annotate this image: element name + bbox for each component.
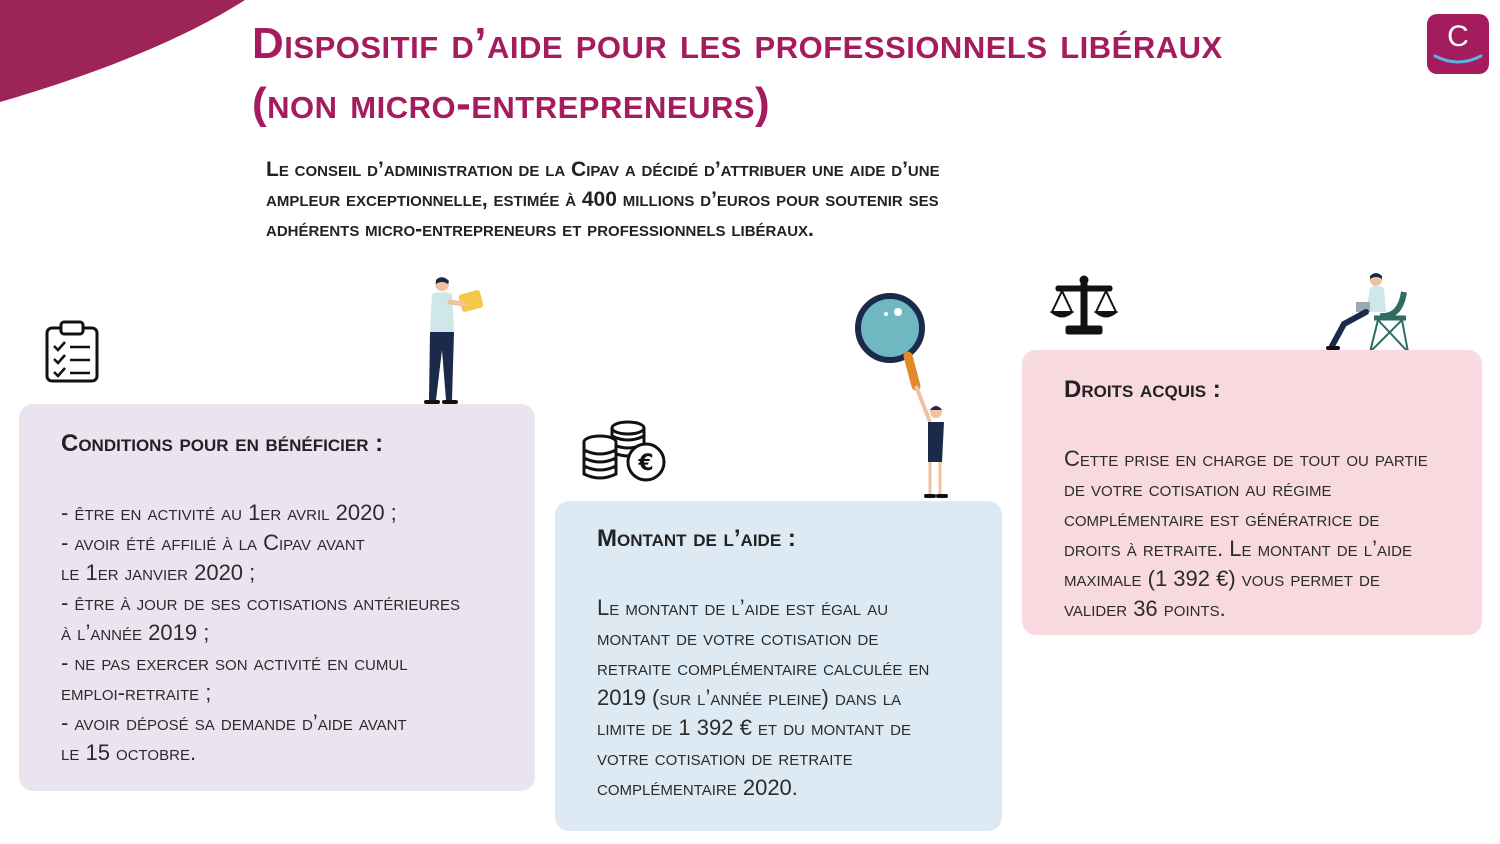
montant-line: montant de votre cotisation de: [597, 625, 879, 650]
woman-magnifier-illustration: [850, 290, 950, 502]
montant-card: [555, 501, 1002, 831]
man-on-chair-illustration: [1320, 272, 1412, 354]
conditions-line: - avoir déposé sa demande d’aide avant: [61, 710, 407, 735]
conditions-line: - avoir été affilié à la Cipav avant: [61, 530, 365, 555]
scales-of-justice-icon: [1050, 274, 1118, 336]
droits-text: [1064, 444, 1474, 624]
logo-wave-icon: [1433, 52, 1483, 66]
title-line-2: (non micro-entrepreneurs): [252, 79, 771, 128]
conditions-line: - être à jour de ses cotisations antérieures: [61, 590, 461, 615]
montant-title: Montant de l’aide :: [597, 525, 796, 552]
coins-euro-icon: [580, 418, 668, 484]
droits-card: [1022, 350, 1482, 635]
intro-line-1: Le conseil d’administration de la Cipav a décidé d’attribuer une aide d’une: [266, 158, 940, 181]
conditions-line: - ne pas exercer son activité en cumul: [61, 650, 408, 675]
conditions-title: Conditions pour en bénéficier :: [61, 430, 384, 457]
montant-text: [597, 593, 987, 803]
man-holding-box-illustration: [412, 276, 492, 408]
intro-line-2: ampleur exceptionnelle, estimée à 400 millions d’euros pour soutenir ses: [266, 188, 939, 211]
intro-paragraph: [266, 155, 1066, 245]
droits-line: droits à retraite. Le montant de l’aide: [1064, 536, 1412, 561]
logo-letter: C: [1447, 20, 1469, 53]
droits-line: complémentaire est génératrice de: [1064, 506, 1380, 531]
conditions-line: le 15 octobre.: [61, 740, 197, 765]
montant-line: limite de 1 392 € et du montant de: [597, 715, 911, 740]
conditions-line: à l’année 2019 ;: [61, 620, 210, 645]
cipav-logo: [1427, 14, 1489, 74]
montant-line: complémentaire 2020.: [597, 775, 798, 800]
conditions-line: le 1er janvier 2020 ;: [61, 560, 256, 585]
page-title: [252, 14, 1352, 134]
montant-line: 2019 (sur l’année pleine) dans la: [597, 685, 902, 710]
droits-line: maximale (1 392 €) vous permet de: [1064, 566, 1380, 591]
conditions-line: emploi-retraite ;: [61, 680, 212, 705]
intro-line-3: adhérents micro-entrepreneurs et professionnels libéraux.: [266, 218, 814, 241]
montant-line: retraite complémentaire calculée en: [597, 655, 930, 680]
clipboard-checklist-icon: [44, 318, 100, 384]
conditions-list: [61, 498, 521, 768]
droits-line: valider 36 points.: [1064, 596, 1226, 621]
droits-line: Cette prise en charge de tout ou partie: [1064, 446, 1428, 471]
montant-line: Le montant de l’aide est égal au: [597, 595, 889, 620]
conditions-line: - être en activité au 1er avril 2020 ;: [61, 500, 397, 525]
conditions-card: [19, 404, 535, 791]
title-line-1: Dispositif d’aide pour les professionnels libéraux: [252, 19, 1223, 68]
svg-text:€: €: [638, 451, 654, 476]
droits-line: de votre cotisation au régime: [1064, 476, 1332, 501]
corner-swoosh-decoration: [0, 0, 260, 110]
droits-title: Droits acquis :: [1064, 376, 1221, 403]
montant-line: votre cotisation de retraite: [597, 745, 853, 770]
